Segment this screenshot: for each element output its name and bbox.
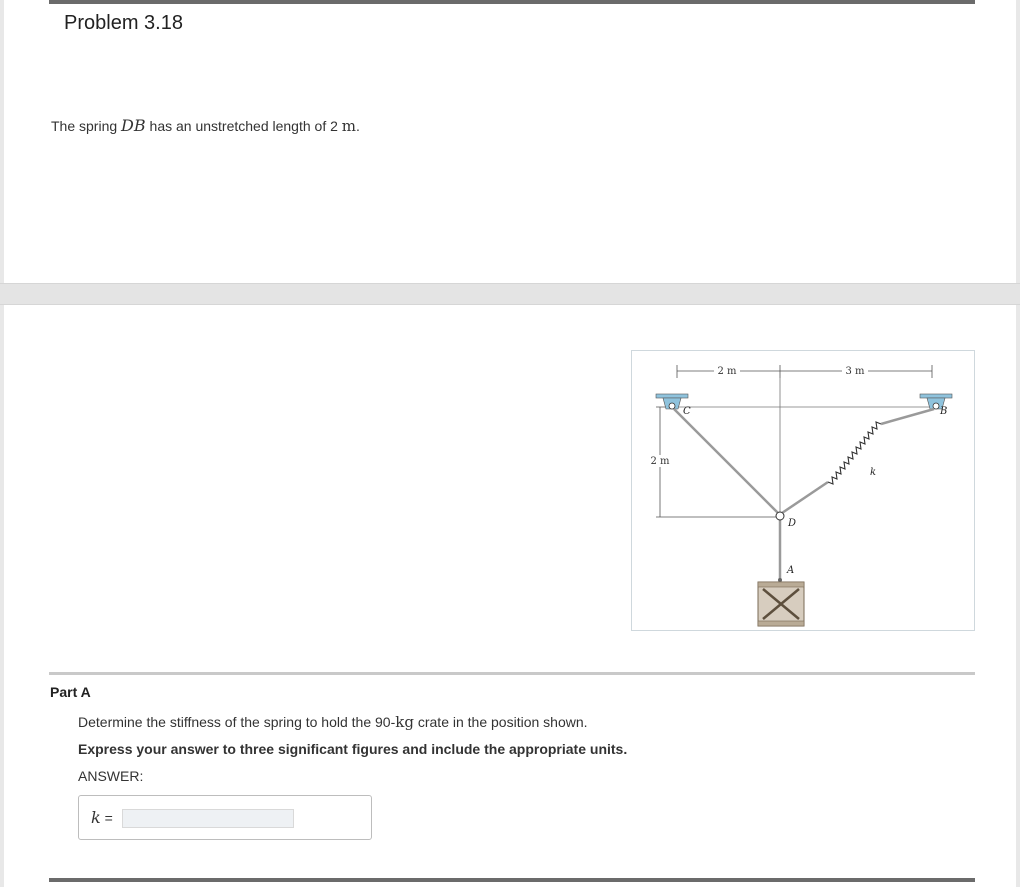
top-divider bbox=[49, 0, 975, 4]
question-prefix: Determine the stiffness of the spring to hold the 90- bbox=[78, 714, 396, 730]
answer-instruction: Express your answer to three significant figures and include the appropriate units. bbox=[78, 741, 628, 757]
intro-unit: m bbox=[341, 117, 357, 135]
label-k: k bbox=[870, 467, 877, 478]
label-b: B bbox=[940, 406, 948, 417]
crate-bottom-slat bbox=[758, 621, 804, 626]
cable-cd bbox=[674, 409, 778, 513]
label-d: D bbox=[788, 518, 797, 529]
k-equals: = bbox=[100, 810, 113, 826]
answer-input[interactable] bbox=[122, 809, 294, 828]
part-a-question bbox=[78, 713, 588, 731]
label-a: A bbox=[787, 565, 795, 576]
support-c-plate bbox=[656, 394, 688, 398]
part-a-label: Part A bbox=[50, 684, 91, 700]
dim-label-top-left: 2 m bbox=[717, 366, 737, 377]
part-separator bbox=[49, 672, 975, 675]
support-b-plate bbox=[920, 394, 952, 398]
figure-diagram bbox=[632, 351, 974, 630]
intro-middle: has an unstretched length of 2 bbox=[145, 118, 342, 134]
question-unit: kg bbox=[395, 713, 414, 731]
bottom-divider bbox=[49, 878, 975, 882]
label-c: C bbox=[683, 406, 691, 417]
dim-label-left: 2 m bbox=[650, 456, 670, 467]
k-variable: k bbox=[91, 808, 101, 827]
ring-d bbox=[776, 512, 784, 520]
spring-rod-lower bbox=[782, 482, 828, 513]
answer-box bbox=[78, 795, 372, 840]
intro-prefix: The spring bbox=[51, 118, 122, 134]
crate-top-slat bbox=[758, 582, 804, 587]
k-label bbox=[91, 808, 113, 827]
support-c-pin bbox=[669, 403, 675, 409]
section-divider bbox=[0, 283, 1020, 305]
intro-variable: DB bbox=[121, 116, 146, 135]
intro-suffix: . bbox=[356, 118, 360, 134]
support-b-pin bbox=[933, 403, 939, 409]
problem-intro bbox=[51, 116, 360, 135]
problem-title: Problem 3.18 bbox=[64, 12, 183, 34]
hook-a bbox=[778, 578, 782, 582]
question-suffix: crate in the position shown. bbox=[413, 714, 588, 730]
problem-figure bbox=[631, 350, 975, 631]
spring-rod-upper bbox=[881, 409, 934, 424]
problem-card bbox=[0, 0, 1020, 284]
answer-label: ANSWER: bbox=[78, 768, 144, 784]
dim-label-top-right: 3 m bbox=[845, 366, 865, 377]
